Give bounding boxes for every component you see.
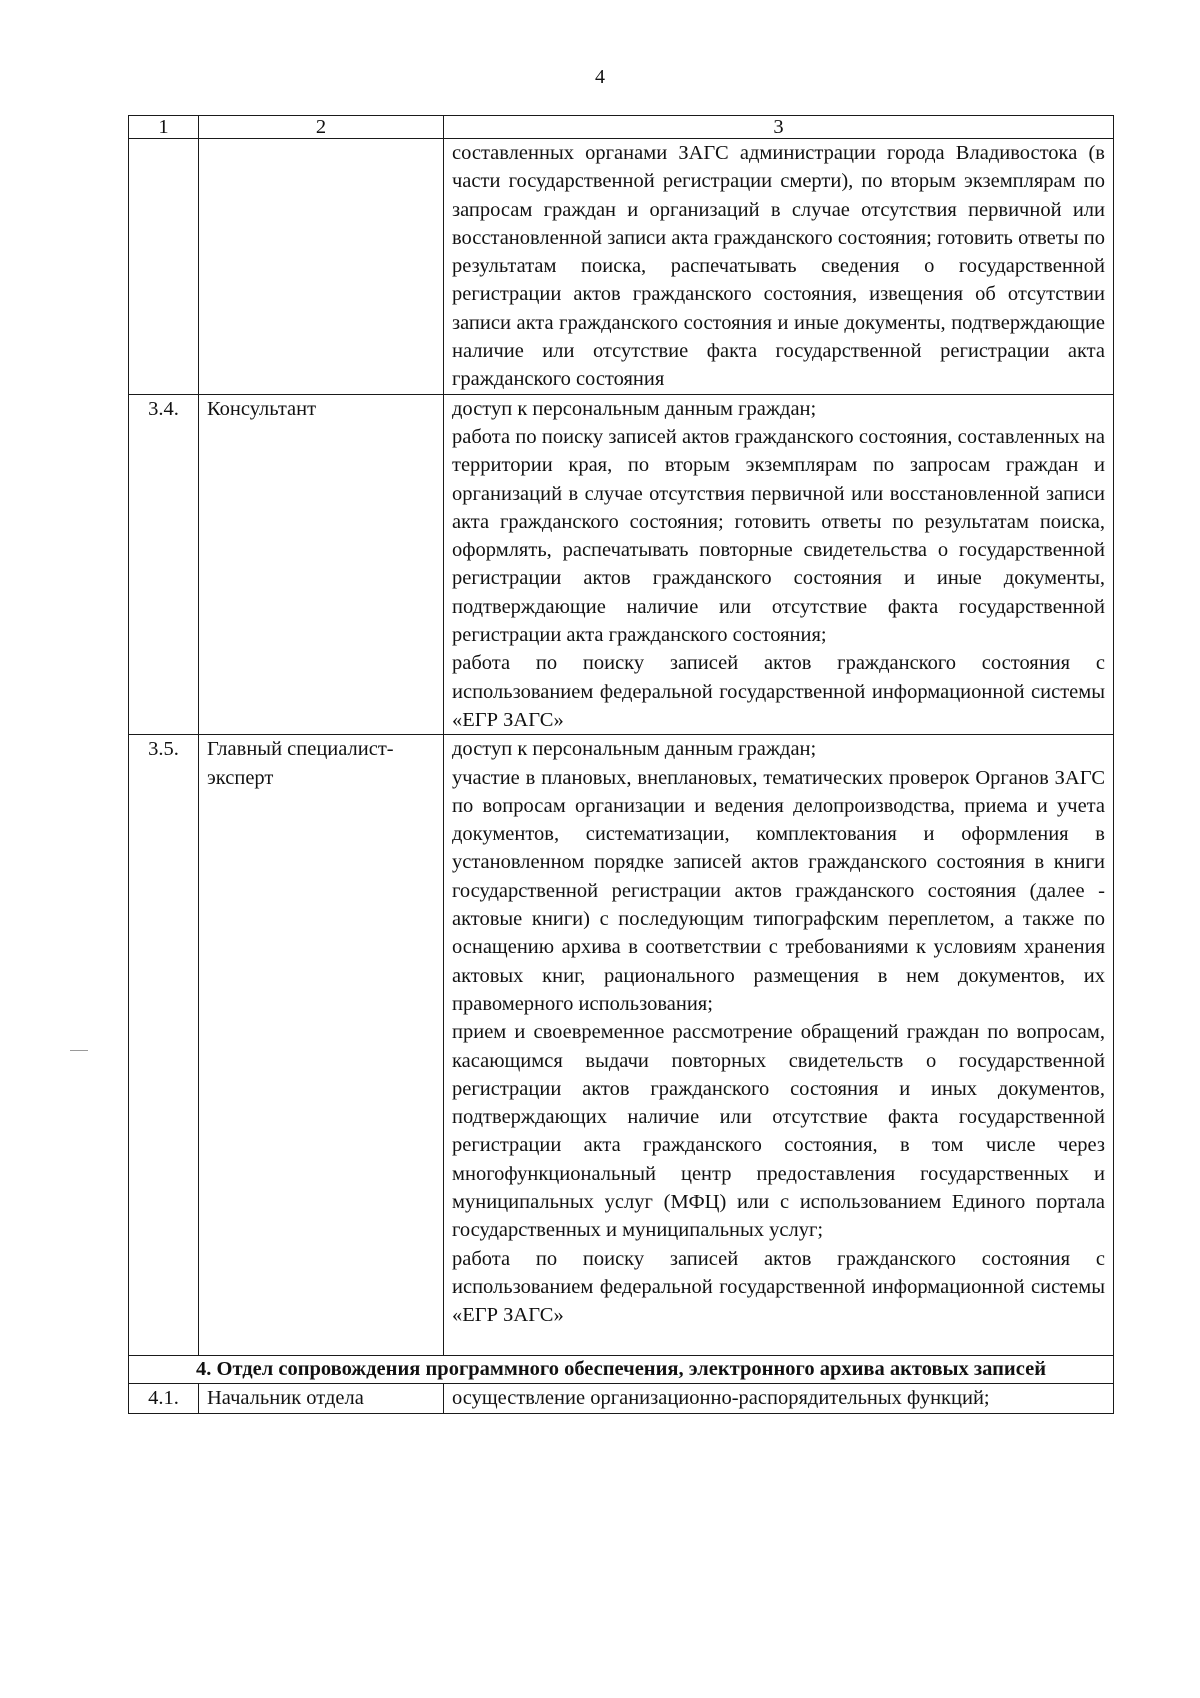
table-row-3-5 xyxy=(129,735,1114,1356)
section-heading: 4. Отдел сопровождения программного обеспечения, электронного архива актовых записей xyxy=(129,1356,1114,1384)
column-header-2: 2 xyxy=(199,116,444,139)
row-position: Главный специалист-эксперт xyxy=(199,735,444,1356)
duty-paragraph: доступ к персональным данным граждан; xyxy=(452,738,817,761)
duty-paragraph: прием и своевременное рассмотрение обращений граждан по вопросам, касающимся выдачи повторных свидетельств о государственной регистрации актов гражданского состояния и иных документов, подтверждающих наличие или отсутствие факта государственной регистрации акта гражданского состояния, в том числе через многофункциональный центр предоставления государственных и муниципальных услуг (МФЦ) или с использованием Единого портала государственных и муниципальных услуг; xyxy=(452,1021,1105,1242)
duty-paragraph: составленных органами ЗАГС администрации города Владивостока (в части государственной регистрации смерти), по вторым экземплярам по запросам граждан и организаций в случае отсутствия первичной или восстановленной записи акта гражданского состояния; готовить ответы по результатам поиска, распечатывать сведения о государственной регистрации актов гражданского состояния, извещения об отсутствии записи акта гражданского состояния и иные документы, подтверждающие наличие или отсутствие факта государственной регистрации акта гражданского состояния xyxy=(452,142,1105,391)
duty-paragraph: доступ к персональным данным граждан; xyxy=(452,397,817,420)
table-row-4-1 xyxy=(129,1384,1114,1413)
table-row-3-4 xyxy=(129,394,1114,735)
column-header-1: 1 xyxy=(129,116,199,139)
page-number: 4 xyxy=(595,66,605,88)
scan-margin-mark xyxy=(70,1050,88,1051)
row-duties xyxy=(444,394,1114,735)
table-row-continued xyxy=(129,139,1114,395)
duty-paragraph: работа по поиску записей актов гражданского состояния с использованием федеральной государственной информационной системы «ЕГР ЗАГС» xyxy=(452,652,1105,731)
row-number: 3.5. xyxy=(129,735,199,1356)
row-duties xyxy=(444,735,1114,1356)
duty-paragraph: участие в плановых, внеплановых, тематических проверок Органов ЗАГС по вопросам организации и ведения делопроизводства, приема и учета документов, систематизации, комплектования и оформления в установленном порядке записей актов гражданского состояния в книги государственной регистрации актов гражданского состояния (далее - актовые книги) с последующим типографским переплетом, а также по оснащению архива в соответствии с требованиями к условиям хранения актовых книг, рационального размещения в нем документов, их правомерного использования; xyxy=(452,766,1105,1015)
section-heading-row xyxy=(129,1356,1114,1384)
duty-paragraph: работа по поиску записей актов гражданского состояния, составленных на территории края, по вторым экземплярам по запросам граждан и организаций в случае отсутствия первичной или восстановленной записи акта гражданского состояния; готовить ответы по результатам поиска, оформлять, распечатывать повторные свидетельства о государственной регистрации актов гражданского состояния и иные документы, подтверждающие наличие или отсутствие факта государственной регистрации акта гражданского состояния; xyxy=(452,425,1105,647)
row-number xyxy=(129,139,199,395)
table-header-row xyxy=(129,116,1114,139)
duty-paragraph: осуществление организационно-распорядительных функций; xyxy=(452,1387,990,1410)
row-position: Консультант xyxy=(199,394,444,735)
row-duties xyxy=(444,1384,1114,1413)
row-number: 3.4. xyxy=(129,394,199,735)
row-number: 4.1. xyxy=(129,1384,199,1413)
row-duties xyxy=(444,139,1114,395)
row-position xyxy=(199,139,444,395)
column-header-3: 3 xyxy=(444,116,1114,139)
duty-paragraph: работа по поиску записей актов гражданского состояния с использованием федеральной государственной информационной системы «ЕГР ЗАГС» xyxy=(452,1247,1105,1327)
duties-table xyxy=(128,115,1114,1414)
row-position: Начальник отдела xyxy=(199,1384,444,1413)
